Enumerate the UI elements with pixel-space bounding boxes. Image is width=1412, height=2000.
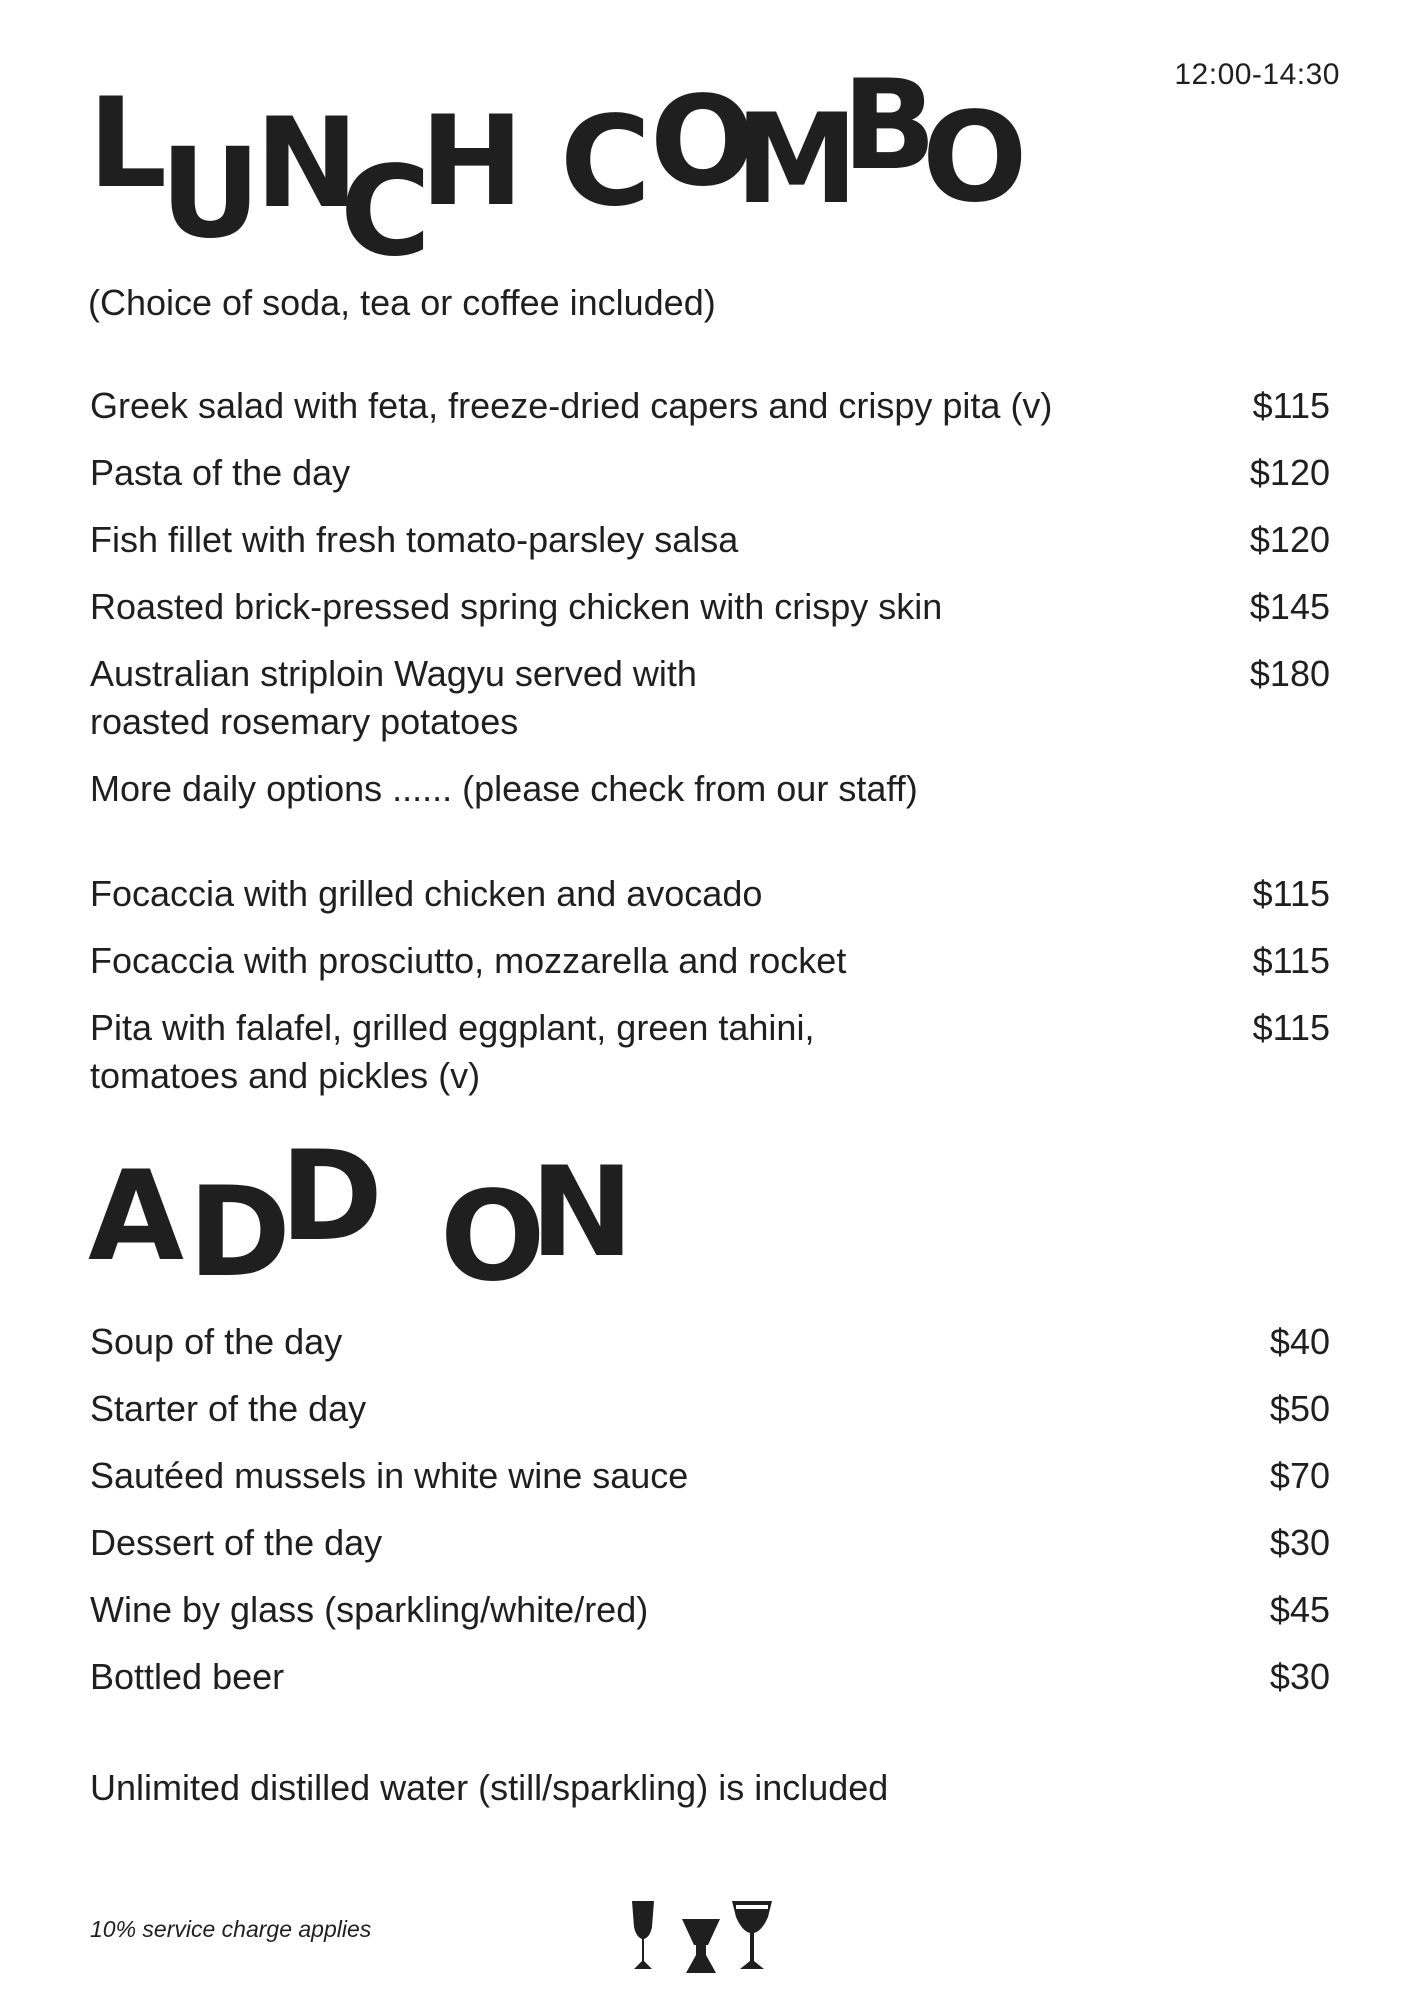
drink-included-note: (Choice of soda, tea or coffee included) [88, 282, 716, 323]
item-name: Sautéed mussels in white wine sauce [90, 1455, 689, 1496]
combo-list [90, 382, 1330, 832]
service-charge-note: 10% service charge applies [90, 1916, 372, 1942]
item-name-line: tomatoes and pickles (v) [90, 1055, 481, 1096]
lunch-combo-title [88, 54, 1090, 284]
list-item [90, 449, 1330, 516]
item-price: $30 [1269, 1656, 1330, 1697]
list-item [90, 1452, 1330, 1519]
list-item [90, 382, 1330, 449]
item-price: $30 [1269, 1522, 1330, 1563]
title-letter: N [530, 1141, 634, 1285]
item-name: Soup of the day [90, 1321, 343, 1362]
item-name: Starter of the day [90, 1388, 367, 1429]
item-name [90, 650, 697, 746]
list-item [90, 516, 1330, 583]
title-letter: L [88, 72, 168, 216]
title-letter: C [340, 140, 432, 284]
item-name-line: Pita with falafel, grilled eggplant, green tahini, [90, 1007, 815, 1048]
item-price: $70 [1269, 1455, 1330, 1496]
item-name: Dessert of the day [90, 1522, 383, 1563]
item-price: $115 [1252, 940, 1330, 981]
item-price: $115 [1252, 1007, 1330, 1048]
list-item [90, 1318, 1330, 1385]
list-item [90, 1385, 1330, 1452]
title-letter: B [842, 54, 937, 198]
title-letter: D [280, 1125, 383, 1269]
coupe-glass-icon [732, 1901, 772, 1969]
wine-glasses-icon [628, 1897, 788, 1977]
add-on-list [90, 1318, 1330, 1720]
item-price: $40 [1269, 1321, 1330, 1362]
title-letter: O [650, 70, 756, 214]
item-price: $120 [1249, 519, 1330, 560]
sandwich-list [90, 870, 1330, 1119]
title-letter: H [420, 90, 524, 234]
item-price: $115 [1252, 873, 1330, 914]
item-name: Wine by glass (sparkling/white/red) [90, 1589, 649, 1630]
item-name: Fish fillet with fresh tomato-parsley salsa [90, 519, 739, 560]
item-price: $50 [1269, 1388, 1330, 1429]
item-price: $115 [1252, 385, 1330, 426]
title-letter: C [560, 90, 652, 234]
item-name: Roasted brick-pressed spring chicken with crispy skin [90, 586, 943, 627]
list-item [90, 1653, 1330, 1720]
title-letter: O [440, 1165, 546, 1309]
item-price: $180 [1249, 653, 1330, 694]
list-item [90, 765, 1330, 832]
list-item [90, 1519, 1330, 1586]
opening-hours: 12:00-14:30 [1174, 58, 1340, 91]
add-on-title [88, 1125, 1090, 1315]
item-name [90, 1004, 814, 1100]
title-letter: U [160, 122, 261, 266]
item-price: $120 [1249, 452, 1330, 493]
item-name-line: roasted rosemary potatoes [90, 701, 519, 742]
wine-glass-icon [632, 1901, 654, 1969]
list-item [90, 1004, 1330, 1119]
item-name: Focaccia with grilled chicken and avocado [90, 873, 763, 914]
list-item [90, 870, 1330, 937]
title-letter: M [735, 88, 859, 232]
item-name: Greek salad with feta, freeze-dried capers and crispy pita (v) [90, 385, 1053, 426]
item-price: $45 [1269, 1589, 1330, 1630]
title-letter: D [188, 1161, 291, 1305]
list-item [90, 937, 1330, 1004]
water-included-note: Unlimited distilled water (still/sparkling) is included [90, 1767, 889, 1808]
title-letter: N [255, 92, 359, 236]
item-name: Bottled beer [90, 1656, 285, 1697]
item-name: Pasta of the day [90, 452, 351, 493]
title-letter: O [922, 86, 1028, 230]
item-name-line: Australian striploin Wagyu served with [90, 653, 697, 694]
tumbler-glass-icon [682, 1919, 720, 1973]
title-letter: A [88, 1145, 184, 1289]
list-item [90, 583, 1330, 650]
item-name: Focaccia with prosciutto, mozzarella and rocket [90, 940, 847, 981]
list-item [90, 650, 1330, 765]
item-price: $145 [1249, 586, 1330, 627]
list-item [90, 1586, 1330, 1653]
item-name: More daily options ...... (please check from our staff) [90, 768, 918, 809]
